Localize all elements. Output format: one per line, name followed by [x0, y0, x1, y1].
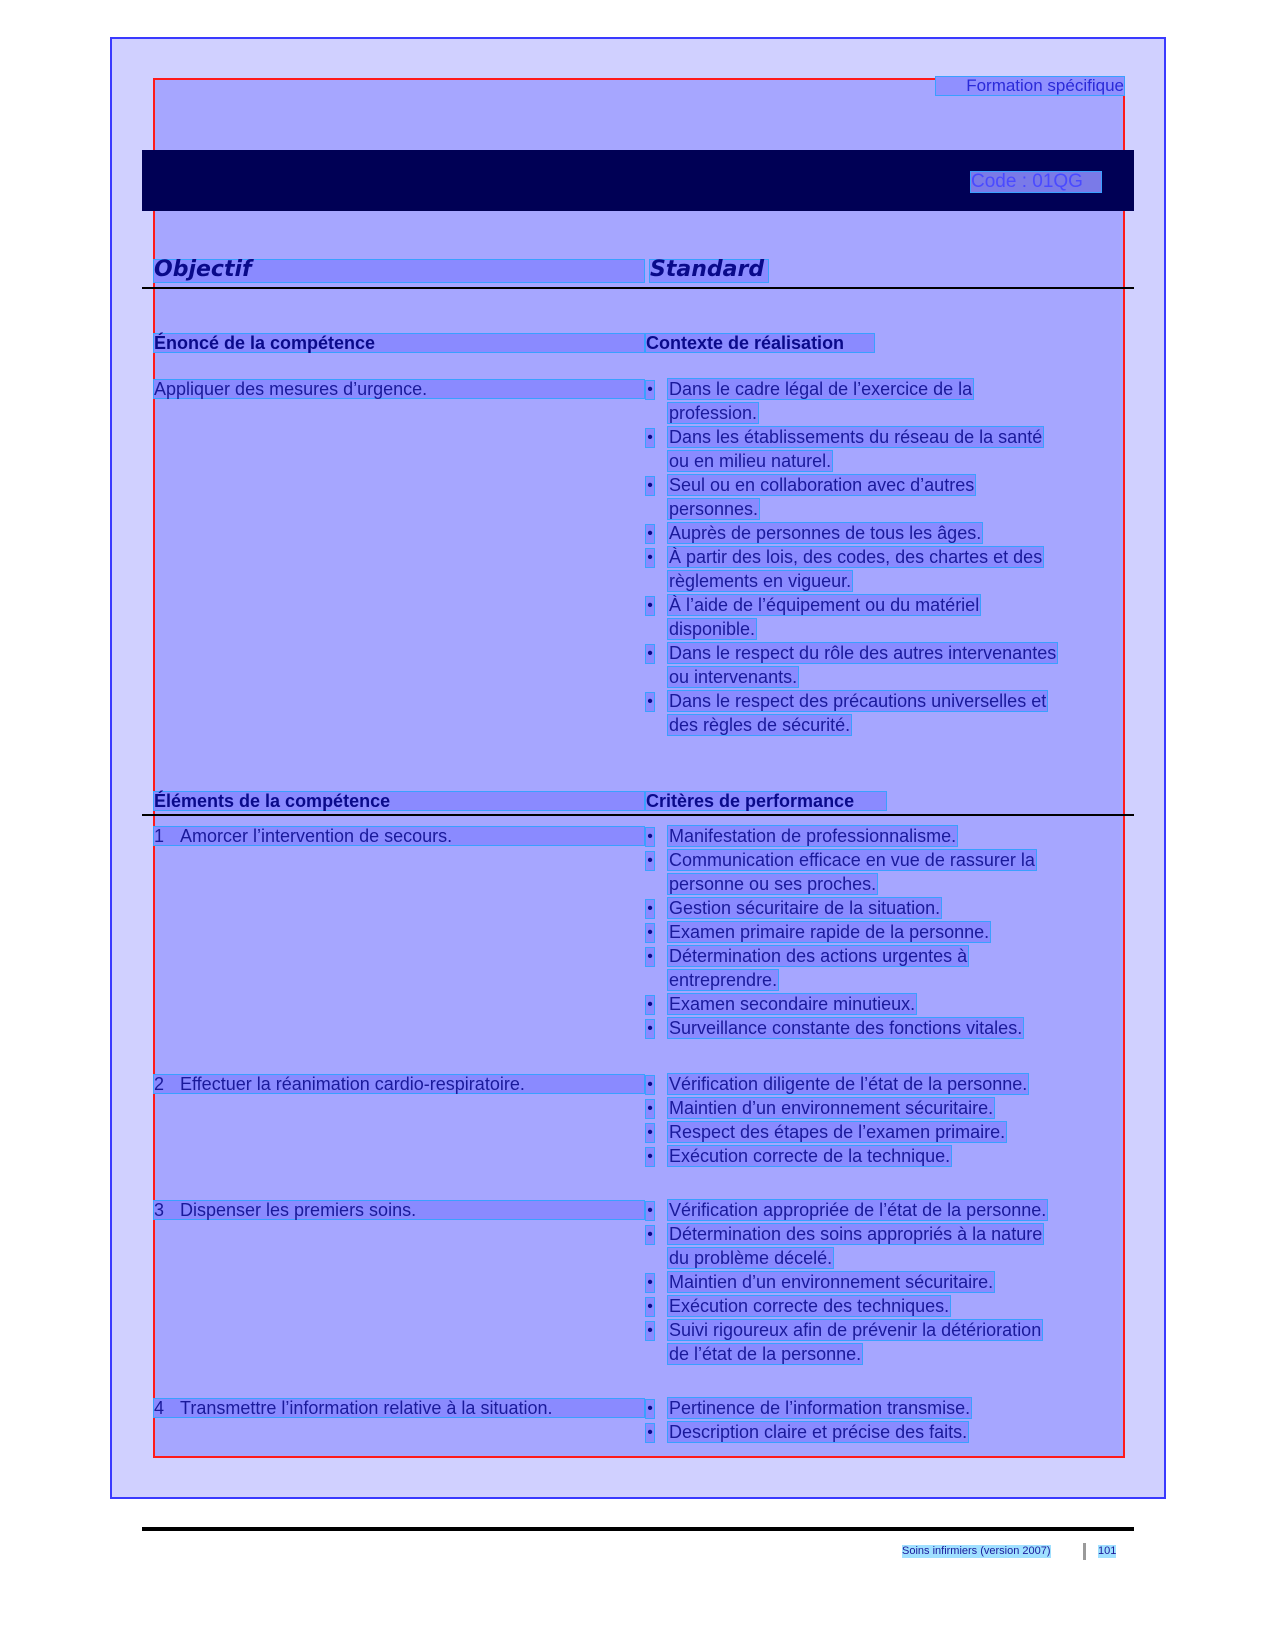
bullet-item: [645, 1270, 1115, 1294]
context-heading: Contexte de réalisation: [645, 333, 875, 353]
bullet-text: Examen primaire rapide de la personne.: [669, 922, 990, 942]
bullet-line: [645, 449, 833, 473]
footer-rule: [142, 1527, 1134, 1531]
criteria-list-4: [645, 1396, 1115, 1444]
bullet-line: [645, 1222, 1044, 1246]
bullet-item: [645, 1016, 1115, 1040]
bullet-item: [645, 521, 1115, 545]
bullet-line: [645, 521, 983, 545]
section-label: Formation spécifique: [935, 76, 1125, 96]
bullet-item: [645, 1144, 1115, 1168]
competence-heading: Énoncé de la compétence: [153, 333, 645, 353]
bullet-text: Communication efficace en vue de rassurer la: [669, 850, 1035, 870]
element-number: 3: [154, 1200, 165, 1220]
bullet-item: [645, 1294, 1115, 1318]
criteria-list-1: [645, 824, 1115, 1040]
bullet-text: Maintien d’un environnement sécuritaire.: [669, 1098, 994, 1118]
bullet-line: [645, 1420, 969, 1444]
bullet-text: Vérification appropriée de l’état de la personne.: [669, 1200, 1047, 1220]
bullet-text: personne ou ses proches.: [669, 874, 877, 894]
bullet-item: [645, 641, 1115, 689]
bullet-text: Surveillance constante des fonctions vitales.: [669, 1018, 1023, 1038]
bullet-text: Dans le respect des précautions universelles et: [669, 691, 1047, 711]
footer-program: Soins infirmiers (version 2007): [902, 1545, 1051, 1557]
bullet-line: [645, 1096, 995, 1120]
bullet-item: [645, 992, 1115, 1016]
bullet-line: [645, 1294, 951, 1318]
bullet-item: [645, 1120, 1115, 1144]
bullet-line: [645, 992, 917, 1016]
bullet-line: [645, 872, 878, 896]
bullet-line: [645, 1198, 1048, 1222]
bullet-text: de l’état de la personne.: [669, 1344, 862, 1364]
bullet-line: [645, 1270, 995, 1294]
bullet-text: ou intervenants.: [669, 667, 798, 687]
bullet-item: [645, 593, 1115, 641]
element-text: Amorcer l’intervention de secours.: [180, 826, 453, 846]
heading-rule: [142, 287, 1134, 289]
bullet-line: [645, 545, 1044, 569]
bullet-line: [645, 1342, 863, 1366]
criteria-list-2: [645, 1072, 1115, 1168]
element-2: [153, 1074, 645, 1094]
bullet-text: Examen secondaire minutieux.: [669, 994, 916, 1014]
bullet-line: [645, 1318, 1043, 1342]
bullet-line: [645, 473, 976, 497]
bullet-line: [645, 1144, 952, 1168]
bullet-line: [645, 377, 974, 401]
bullet-line: [645, 848, 1037, 872]
bullet-text: Vérification diligente de l’état de la personne.: [669, 1074, 1028, 1094]
bullet-text: Dans le cadre légal de l’exercice de la: [669, 379, 973, 399]
bullet-item: [645, 1222, 1115, 1270]
bullet-text: Dans le respect du rôle des autres intervenantes: [669, 643, 1057, 663]
bullet-text: Manifestation de professionnalisme.: [669, 826, 957, 846]
bullet-item: [645, 920, 1115, 944]
bullet-item: [645, 377, 1115, 425]
bullet-item: [645, 1072, 1115, 1096]
bullet-line: [645, 713, 852, 737]
bullet-item: [645, 473, 1115, 521]
bullet-text: règlements en vigueur.: [669, 571, 852, 591]
element-3: [153, 1200, 645, 1220]
bullet-line: [645, 968, 779, 992]
bullet-line: [645, 1016, 1024, 1040]
bullet-item: [645, 1198, 1115, 1222]
bullet-line: [645, 641, 1058, 665]
bullet-line: [645, 944, 969, 968]
bullet-text: personnes.: [669, 499, 759, 519]
element-number: 2: [154, 1074, 165, 1094]
bullet-text: À l’aide de l’équipement ou du matériel: [669, 595, 980, 615]
element-text: Transmettre l’information relative à la situation.: [180, 1398, 553, 1418]
bullet-item: [645, 848, 1115, 896]
page-number: 101: [1098, 1545, 1117, 1557]
bullet-item: [645, 1396, 1115, 1420]
elements-heading: Éléments de la compétence: [153, 791, 645, 811]
elements-rule: [142, 814, 1134, 816]
element-text: Effectuer la réanimation cardio-respiratoire.: [180, 1074, 525, 1094]
bullet-text: Exécution correcte de la technique.: [669, 1146, 951, 1166]
bullet-line: [645, 824, 958, 848]
bullet-text: À partir des lois, des codes, des chartes et des: [669, 547, 1043, 567]
criteria-list-3: [645, 1198, 1115, 1366]
footer-separator: [1083, 1543, 1086, 1560]
bullet-text: Gestion sécuritaire de la situation.: [669, 898, 941, 918]
bullet-line: [645, 896, 942, 920]
bullet-text: Exécution correcte des techniques.: [669, 1296, 950, 1316]
bullet-line: [645, 425, 1044, 449]
bullet-text: ou en milieu naturel.: [669, 451, 832, 471]
element-number: 4: [154, 1398, 165, 1418]
bullet-text: Respect des étapes de l’examen primaire.: [669, 1122, 1006, 1142]
bullet-item: [645, 1318, 1115, 1366]
bullet-line: [645, 665, 799, 689]
bullet-text: Pertinence de l’information transmise.: [669, 1398, 971, 1418]
column-heading-standard: Standard: [649, 259, 769, 283]
bullet-line: [645, 497, 760, 521]
bullet-text: Suivi rigoureux afin de prévenir la détérioration: [669, 1320, 1042, 1340]
element-text: Dispenser les premiers soins.: [180, 1200, 417, 1220]
bullet-text: Seul ou en collaboration avec d’autres: [669, 475, 975, 495]
bullet-item: [645, 1420, 1115, 1444]
bullet-text: des règles de sécurité.: [669, 715, 851, 735]
bullet-item: [645, 824, 1115, 848]
bullet-line: [645, 401, 759, 425]
bullet-line: [645, 920, 991, 944]
bullet-line: [645, 1396, 972, 1420]
bullet-line: [645, 593, 981, 617]
bullet-line: [645, 569, 853, 593]
context-list: [645, 377, 1115, 737]
bullet-text: entreprendre.: [669, 970, 778, 990]
bullet-line: [645, 617, 757, 641]
element-4: [153, 1398, 645, 1418]
competence-statement: Appliquer des mesures d’urgence.: [153, 379, 645, 399]
bullet-text: Description claire et précise des faits.: [669, 1422, 968, 1442]
bullet-item: [645, 425, 1115, 473]
bullet-text: profession.: [669, 403, 758, 423]
element-1: [153, 826, 645, 846]
bullet-line: [645, 1072, 1029, 1096]
bullet-text: Maintien d’un environnement sécuritaire.: [669, 1272, 994, 1292]
bullet-item: [645, 1096, 1115, 1120]
bullet-line: [645, 1246, 834, 1270]
bullet-item: [645, 689, 1115, 737]
bullet-text: Détermination des soins appropriés à la nature: [669, 1224, 1043, 1244]
bullet-text: du problème décelé.: [669, 1248, 833, 1268]
bullet-item: [645, 896, 1115, 920]
bullet-item: [645, 944, 1115, 992]
column-heading-objective: Objectif: [153, 259, 645, 283]
competence-code: Code : 01QG: [970, 171, 1102, 193]
element-number: 1: [154, 826, 165, 846]
bullet-line: [645, 1120, 1007, 1144]
bullet-line: [645, 689, 1048, 713]
bullet-text: disponible.: [669, 619, 756, 639]
bullet-text: Auprès de personnes de tous les âges.: [669, 523, 982, 543]
criteria-heading: Critères de performance: [645, 791, 887, 811]
bullet-text: Détermination des actions urgentes à: [669, 946, 968, 966]
bullet-text: Dans les établissements du réseau de la santé: [669, 427, 1043, 447]
bullet-item: [645, 545, 1115, 593]
